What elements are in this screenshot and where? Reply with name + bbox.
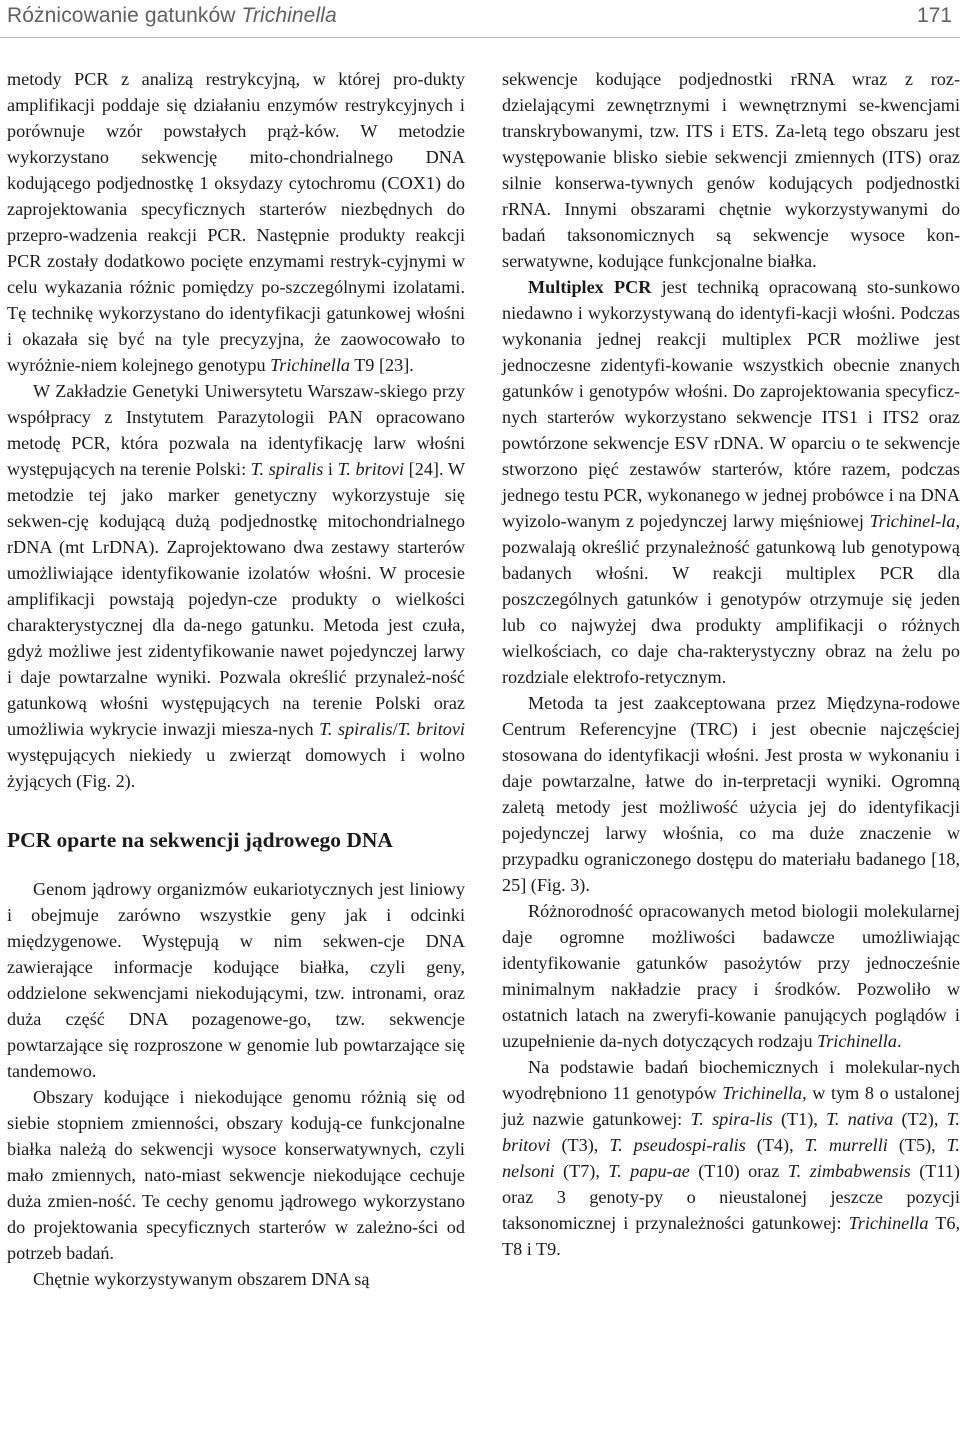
- paragraph: W Zakładzie Genetyki Uniwersytetu Warszaw-skiego przy współpracy z Instytutem Parazytologii PAN opracowano metodę PCR, która pozwala na identyfikację larw włośni występujących na terenie Polski: T. spiralis i T. britovi [24]. W metodzie tej jako marker genetyczny wykorzystuje się sekwen-cję kodującą dużą podjednostkę mitochondrialnego rDNA (mt LrDNA). Zaprojektowano dwa zestawy starterów umożliwiające identyfikowanie izolatów włośni. W procesie amplifikacji powstają pojedyn-cze produkty o wielkości charakterystycznej dla da-nego gatunku. Metoda jest czuła, gdyż możliwe jest zidentyfikowanie nawet pojedynczej larwy i daje powtarzalne wyniki. Pozwala określić przynależ-ność gatunkową włośni występujących na terenie Polski oraz umożliwia wykrycie inwazji miesza-nych T. spiralis/T. britovi występujących niekiedy u zwierząt domowych i wolno żyjących (Fig. 2).: [7, 381, 465, 791]
- term-multiplex-pcr: Multiplex PCR: [528, 277, 652, 297]
- page-number: 171: [916, 4, 952, 27]
- running-header: [0, 0, 960, 38]
- paragraph: Na podstawie badań biochemicznych i molekular-nych wyodrębniono 11 genotypów Trichinella, w tym 8 o ustalonej już nazwie gatunkowej: T. spira-lis (T1), T. nativa (T2), T. britovi (T3), T. pseudospi-ralis (T4), T. murrelli (T5), T. nelsoni (T7), T. papu-ae (T10) oraz T. zimbabwensis (T11) oraz 3 genoty-py o nieustalonej jeszcze pozycji taksonomicznej i przynależności gatunkowej: Trichinella T6, T8 i T9.: [502, 1057, 960, 1259]
- paragraph: Różnorodność opracowanych metod biologii molekularnej daje ogromne możliwości badawcze umożliwiając identyfikowanie gatunków pasożytów przy jednocześnie minimalnym nakładzie pracy i środków. Pozwoliło w ostatnich latach na zweryfi-kowanie panujących poglądów i uzupełnienie da-nych dotyczących rodzaju Trichinella.: [502, 901, 960, 1051]
- right-column: [502, 66, 960, 1262]
- section-heading: PCR oparte na sekwencji jądrowego DNA: [7, 828, 393, 852]
- paragraph: Metoda ta jest zaakceptowana przez Międzyna-rodowe Centrum Referencyjne (TRC) i jest obecnie najczęściej stosowana do identyfikacji włośni. Jest prosta w wykonaniu i daje powtarzalne, łatwe do in-terpretacji wyniki. Ogromną zaletą metody jest możliwość użycia jej do identyfikacji pojedynczej larwy włośnia, co ma duże znaczenie w przypadku ograniczonego dostępu do materiału badanego [18, 25] (Fig. 3).: [502, 693, 960, 895]
- running-title-genus: Trichinella: [241, 4, 337, 27]
- left-column: [7, 66, 465, 1292]
- paragraph: sekwencje kodujące podjednostki rRNA wraz z roz-dzielającymi zewnętrznymi i wewnętrznymi se-kwencjami transkrybowanymi, tzw. ITS i ETS. Za-letą tego obszaru jest występowanie blisko siebie sekwencji zmiennych (ITS) oraz silnie konserwa-tywnych genów kodujących podjednostki rRNA. Innymi obszarami chętnie wykorzystywanymi do badań taksonomicznych są sekwencje wysoce kon-serwatywne, kodujące funkcjonalne białka.: [502, 69, 960, 271]
- paragraph: Obszary kodujące i niekodujące genomu różnią się od siebie stopniem zmienności, obszary kodują-ce funkcjonalne białka należą do sekwencji wysoce konserwatywnych, czyli mało zmiennych, nato-miast sekwencje niekodujące cechuje duża zmien-ność. Te cechy genomu jądrowego wykorzystano do projektowania specyficznych starterów w zależno-ści od potrzeb badań.: [7, 1087, 465, 1263]
- paragraph: metody PCR z analizą restrykcyjną, w której pro-dukty amplifikacji poddaje się działaniu enzymów restrykcyjnych i porównuje wzór powstałych prąż-ków. W metodzie wykorzystano sekwencję mito-chondrialnego DNA kodującego podjednostkę 1 oksydazy cytochromu (COX1) do zaprojektowania specyficznych starterów niezbędnych do przepro-wadzenia reakcji PCR. Następnie produkty reakcji PCR zostały dodatkowo pocięte enzymami restryk-cyjnymi w celu wykazania różnic pomiędzy po-szczególnymi izolatami. Tę technikę wykorzystano do identyfikacji gatunkowej włośni i okazała się być na tyle precyzyjna, że zaowocowało to wyróżnie-niem kolejnego genotypu Trichinella T9 [23].: [7, 69, 465, 375]
- paragraph: Chętnie wykorzystywanym obszarem DNA są: [33, 1269, 370, 1289]
- running-title: [7, 4, 337, 28]
- paragraph: Multiplex PCR jest techniką opracowaną sto-sunkowo niedawno i wykorzystywaną do identyfi-kacji włośni. Podczas wykonania jednej reakcji multiplex PCR możliwe jest jednoczesne zidentyfi-kowanie wszystkich obecnie znanych gatunków i genotypów włośni. Do zaprojektowania specyficz-nych starterów wykorzystano sekwencje ITS1 i ITS2 oraz powtórzone sekwencje ESV rDNA. W oparciu o te sekwencje stworzono pięć zestawów starterów, które razem, podczas jednego testu PCR, wykonanego w jednej probówce i na DNA wyizolo-wanym z pojedynczej larwy mięśniowej Trichinel-la, pozwalają określić przynależność gatunkową lub genotypową badanych włośni. W reakcji multiplex PCR dla poszczególnych gatunków i genotypów otrzymuje się jeden lub co najwyżej dwa produkty amplifikacji o różnych wielkościach, co daje cha-rakterystyczny obraz na żelu po rozdziale elektrofo-retycznym.: [502, 277, 960, 687]
- running-title-text: Różnicowanie gatunków: [7, 4, 242, 27]
- paragraph: Genom jądrowy organizmów eukariotycznych jest liniowy i obejmuje zarówno wszystkie geny jak i odcinki międzygenowe. Występują w nim sekwen-cje DNA zawierające informacje kodujące białka, czyli geny, oddzielone sekwencjami niekodującymi, tzw. intronami, oraz duża część DNA pozagenowe-go, tzw. sekwencje powtarzające się rozproszone w genomie lub powtarzające się tandemowo.: [7, 879, 465, 1081]
